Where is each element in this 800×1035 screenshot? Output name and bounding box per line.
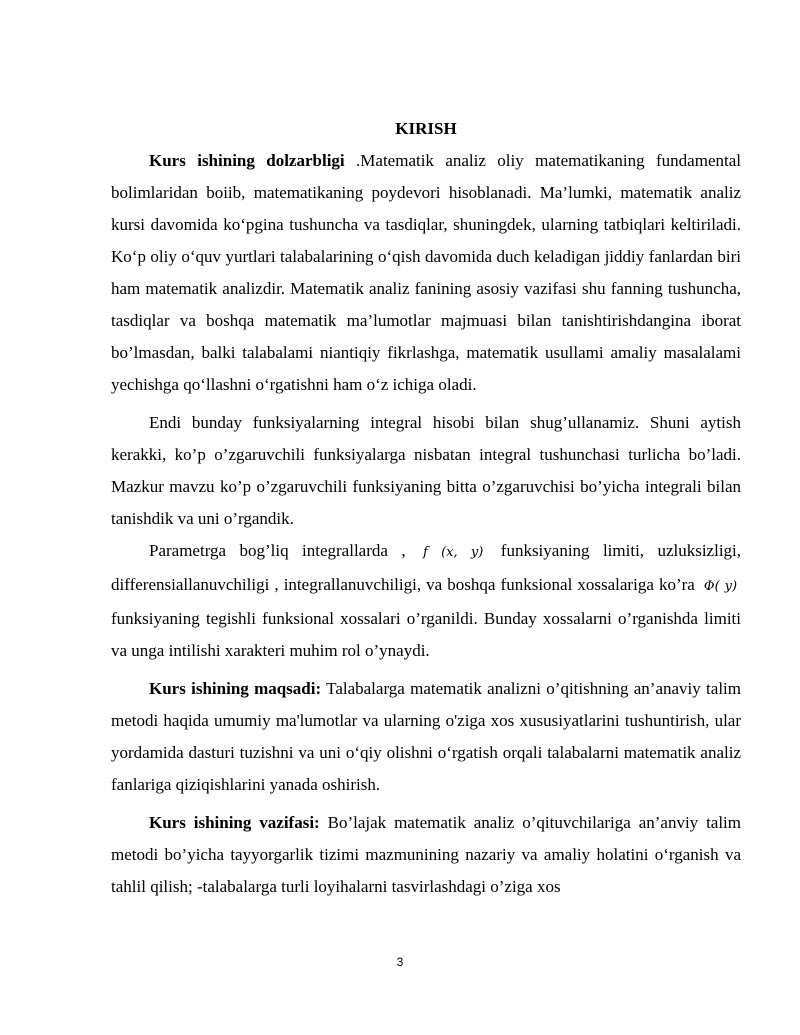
paragraph-goal: [111, 673, 741, 801]
page-title: KIRISH: [395, 119, 457, 138]
paragraph-relevance: [111, 145, 741, 401]
goal-text: Talabalarga matematik analizni o’qitishning an’anaviy talim metodi haqida umumiy ma'lumotlar va ularning o'ziga xos xususiyatlarini tushuntirish, ular yordamida dasturi tuzishni va uni o‘qiy olishni o‘rgatish orqali talabalarni matematik analiz fanlariga qiziqishlarini yanada oshirish.: [111, 679, 741, 794]
tasks-text: Bo’lajak matematik analiz o’qituvchilariga an’anviy talim metodi bo’yicha tayyorgarlik tizimi mazmunining nazariy va amaliy holatini o‘rganish va tahlil qilish; -talabalarga turli loyihalarni tasvirlashdagi o’ziga xos: [111, 813, 742, 896]
formula-f-xy: f (x, y): [423, 545, 484, 560]
parametric-text-c: funksiyaning tegishli funksional xossalari o’rganildi. Bunday xossalarni o’rganishda limiti va unga intilishi xarakteri muhim rol o’ynaydi.: [111, 609, 741, 660]
paragraph-intro: Endi bunday funksiyalarning integral hisobi bilan shug’ullanamiz. Shuni aytish kerakki, ko’p o’zgaruvchili funksiyalarga nisbatan integral tushunchasi turlicha bo’ladi. Mazkur mavzu ko’p o’zgaruvchili funksiyaning bitta o’zgaruvchisi bo’yicha integrali bilan tanishdik va uni o’rgandik.: [111, 413, 741, 528]
page-content: [111, 113, 741, 903]
parametric-text-a: Parametrga bog’liq integrallarda ,: [149, 541, 406, 560]
page-number: 3: [396, 955, 404, 969]
relevance-text: .Matematik analiz oliy matematikaning fundamental bolimlaridan boiib, matematikaning poydevori hisoblanadi. Ma’lumki, matematik analiz kursi davomida ko‘pgina tushuncha va tasdiqlar, shuningdek, ularning tatbiqlari keltiriladi. Ko‘p oliy o‘quv yurtlari talabalarining o‘qish davomida duch keladigan jiddiy fanlardan biri ham matematik analizdir. Matematik analiz fanining asosiy vazifasi shu fanning tushuncha, tasdiqlar va boshqa matematik ma’lumotlar majmuasi bilan tanishtirishdangina iborat bo’lmasdan, balki talabalami niantiqiy fikrlashga, matematik usullami amaliy masalalami yechishga qo‘llashni o‘rgatishni ham o‘z ichiga oladi.: [111, 151, 741, 394]
goal-label: Kurs ishining maqsadi:: [149, 679, 322, 698]
tasks-label: Kurs ishining vazifasi:: [149, 813, 320, 832]
paragraph-tasks: [111, 807, 741, 903]
relevance-label: Kurs ishining dolzarbligi: [149, 151, 345, 170]
formula-phi-y: Φ( y): [703, 579, 738, 594]
paragraph-parametric: [111, 535, 741, 667]
parametric-text-b: funksiyaning limiti, uzluksizligi, differensiallanuvchiligi , integrallanuvchiligi, va boshqa funksional xossalariga ko’ra: [111, 541, 742, 594]
